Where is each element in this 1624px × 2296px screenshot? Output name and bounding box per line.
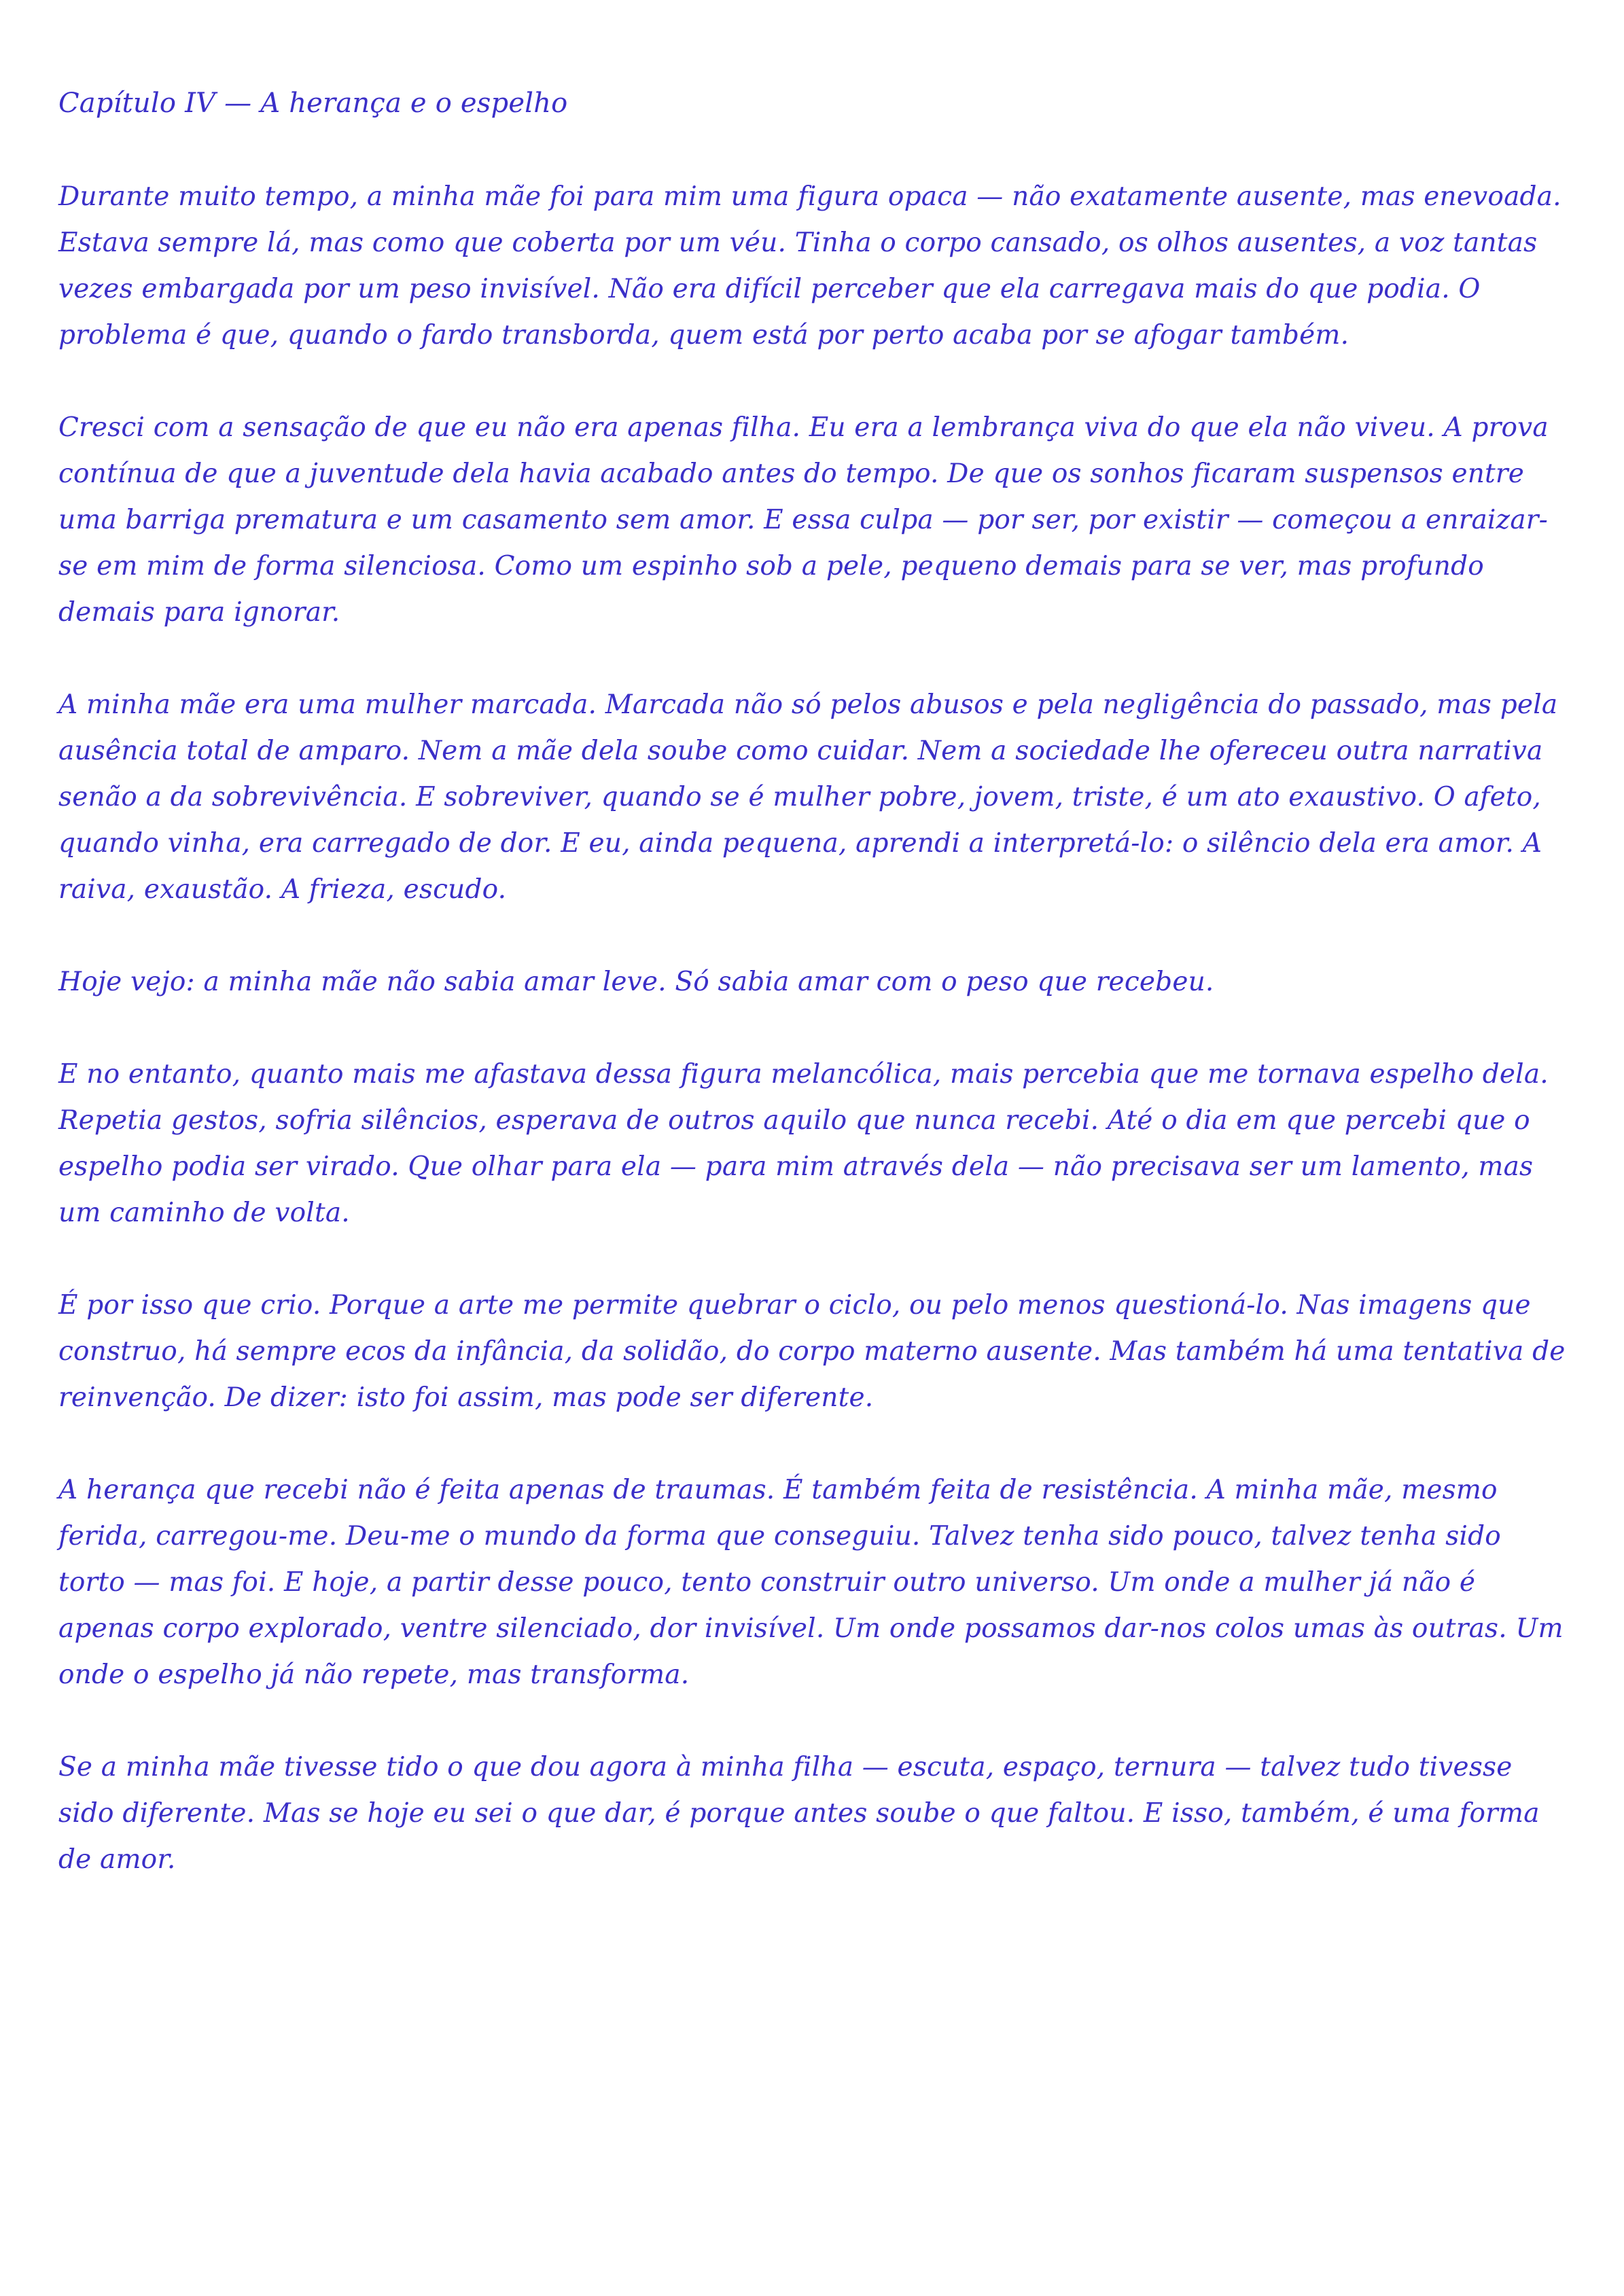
chapter-title: Capítulo IV — A herança e o espelho [58, 88, 568, 119]
paragraph-2: Cresci com a sensação de que eu não era apenas filha. Eu era a lembrança viva do que ela não viveu. A prova contínua de que a juventude dela havia acabado antes do tempo. De que os sonhos ficaram suspensos entre uma barriga prematura e um casamento sem amor. E essa culpa — por ser, por existir — começou a enraizar-se em mim de forma silenciosa. Como um espinho sob a pele, pequeno demais para se ver, mas profundo demais para ignorar. [58, 412, 1549, 628]
paragraph-1: Durante muito tempo, a minha mãe foi para mim uma figura opaca — não exatamente ausente, mas enevoada. Estava sempre lá, mas como que coberta por um véu. Tinha o corpo cansado, os olhos ausentes, a voz tantas vezes embargada por um peso invisível. Não era difícil perceber que ela carregava mais do que podia. O problema é que, quando o fardo transborda, quem está por perto acaba por se afogar também. [58, 181, 1561, 351]
paragraph-7: A herança que recebi não é feita apenas de traumas. É também feita de resistência. A minha mãe, mesmo ferida, carregou-me. Deu-me o mundo da forma que conseguiu. Talvez tenha sido pouco, talvez tenha sido torto — mas foi. E hoje, a partir desse pouco, tento construir outro universo. Um onde a mulher já não é apenas corpo explorado, ventre silenciado, dor invisível. Um onde possamos dar-nos colos umas às outras. Um onde o espelho já não repete, mas transforma. [58, 1475, 1564, 1690]
handwritten-text-body [58, 80, 1567, 1929]
paragraph-6: É por isso que crio. Porque a arte me permite quebrar o ciclo, ou pelo menos questioná-lo. Nas imagens que construo, há sempre ecos da infância, da solidão, do corpo materno ausente. Mas também há uma tentativa de reinvenção. De dizer: isto foi assim, mas pode ser diferente. [58, 1290, 1566, 1413]
paragraph-5: E no entanto, quanto mais me afastava dessa figura melancólica, mais percebia que me tornava espelho dela. Repetia gestos, sofria silêncios, esperava de outros aquilo que nunca recebi. Até o dia em que percebi que o espelho podia ser virado. Que olhar para ela — para mim através dela — não precisava ser um lamento, mas um caminho de volta. [58, 1059, 1549, 1228]
paragraph-3: A minha mãe era uma mulher marcada. Marcada não só pelos abusos e pela negligência do passado, mas pela ausência total de amparo. Nem a mãe dela soube como cuidar. Nem a sociedade lhe ofereceu outra narrativa senão a da sobrevivência. E sobreviver, quando se é mulher pobre, jovem, triste, é um ato exaustivo. O afeto, quando vinha, era carregado de dor. E eu, ainda pequena, aprendi a interpretá-lo: o silêncio dela era amor. A raiva, exaustão. A frieza, escudo. [58, 689, 1558, 905]
paragraph-4: Hoje vejo: a minha mãe não sabia amar leve. Só sabia amar com o peso que recebeu. [58, 967, 1214, 997]
paragraph-8: Se a minha mãe tivesse tido o que dou agora à minha filha — escuta, espaço, ternura — talvez tudo tivesse sido diferente. Mas se hoje eu sei o que dar, é porque antes soube o que faltou. E isso, também, é uma forma de amor. [58, 1752, 1540, 1875]
